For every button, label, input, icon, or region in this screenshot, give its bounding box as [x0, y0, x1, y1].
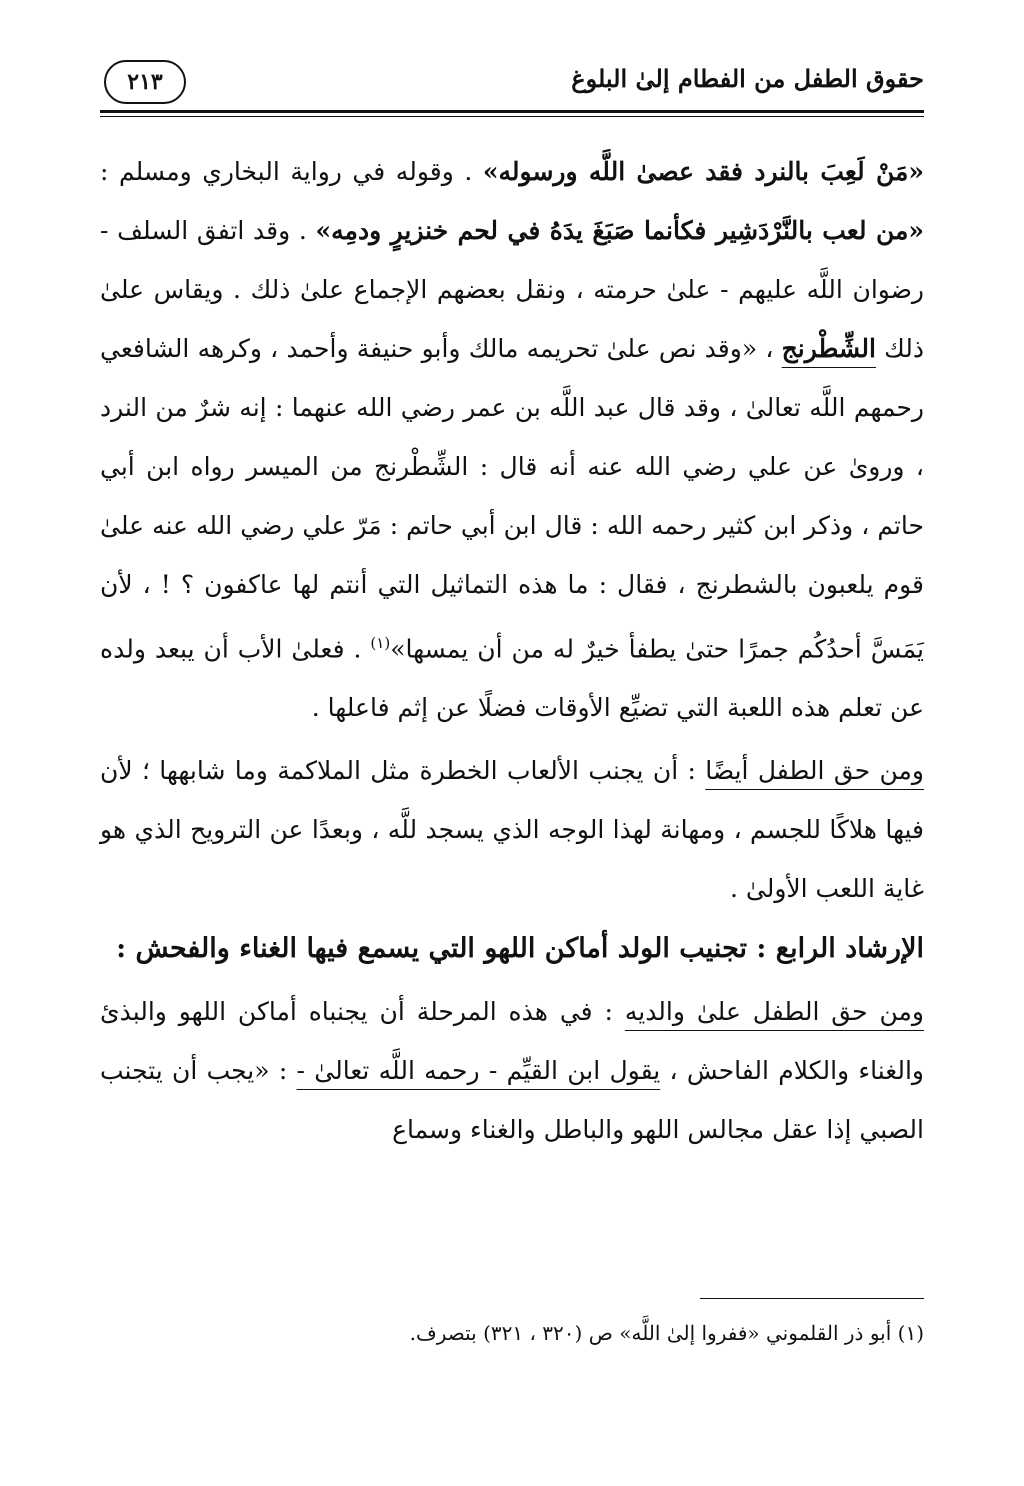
footnote-separator: [700, 1298, 924, 1299]
paragraph-lead: ومن حق الطفل أيضًا: [705, 756, 924, 786]
header-rule-thick: [100, 110, 924, 113]
section-heading: الإرشاد الرابع : تجنيب الولد أماكن اللهو التي يسمع فيها الغناء والفحش :: [116, 933, 924, 965]
hadith-quote-2: «من لعب بالنَّرْدَشِير فكأنما صَبَغَ يدَهُ في لحم خنزيرٍ ودمِه»: [315, 216, 924, 245]
footnote-reference[interactable]: (١): [370, 634, 391, 652]
paragraph-text: ، «وقد نص علىٰ تحريمه مالك وأبو حنيفة وأحمد ، وكرهه الشافعي رحمهم اللَّه تعالىٰ ، وقد قال عبد اللَّه بن عمر رضي الله عنهما : إنه شرٌ من النرد ، وروىٰ عن علي رضي الله عنه أنه قال : الشِّطْرنج من الميسر رواه ابن أبي حاتم ، وذكر ابن كثير رحمه الله : قال ابن أبي حاتم : مَرّ علي رضي الله عنه علىٰ قوم يلعبون بالشطرنج ، فقال : ما هذه التماثيل التي أنتم لها عاكفون ؟ ! ، لأن يَمَسَّ أحدُكُم جمرًا حتىٰ يطفأ خيرٌ له من أن يمسها»: [100, 334, 924, 664]
footnote: (١) أبو ذر القلموني «ففروا إلىٰ اللَّه» ص (٣٢٠ ، ٣٢١) بتصرف.: [409, 1321, 924, 1345]
ibn-qayyim-quote-intro: يقول ابن القيِّم - رحمه اللَّه تعالىٰ -: [296, 1056, 661, 1086]
page-number-badge: ٢١٣: [104, 60, 186, 104]
paragraph-text: . فعلىٰ الأب أن يبعد ولده عن تعلم هذه اللعبة التي تضيِّع الأوقات فضلًا عن إثم فاعلها .: [100, 634, 924, 723]
page-header: [100, 58, 924, 118]
running-title: حقوق الطفل من الفطام إلىٰ البلوغ: [571, 64, 924, 93]
paragraph-text: . وقد اتفق السلف - رضوان اللَّه عليهم - علىٰ حرمته ، ونقل بعضهم الإجماع علىٰ ذلك . ويقاس علىٰ ذلك: [100, 216, 924, 363]
chess-term: الشِّطْرنج: [781, 334, 876, 363]
header-rule-thin: [100, 116, 924, 117]
paragraph-avoid-places: [100, 982, 924, 1159]
paragraph-text: . وقوله في رواية البخاري ومسلم :: [100, 157, 483, 186]
paragraph-text: : في هذه المرحلة أن يجنباه أماكن اللهو والبذئ والغناء والكلام الفاحش ،: [100, 997, 925, 1086]
paragraph-text: : «يجب أن يتجنب الصبي إذا عقل مجالس اللهو والباطل والغناء وسماع: [100, 1056, 924, 1145]
paragraph-text: : أن يجنب الألعاب الخطرة مثل الملاكمة وما شابهها ؛ لأن فيها هلاكًا للجسم ، ومهانة لهذا الوجه الذي يسجد للَّه ، وبعدًا عن الترويح الذي هو غاية اللعب الأولىٰ .: [100, 756, 924, 904]
paragraph-lead: ومن حق الطفل علىٰ والديه: [624, 997, 924, 1027]
hadith-quote-1: «مَنْ لَعِبَ بالنرد فقد عصىٰ اللَّه ورسوله»: [482, 157, 924, 186]
page-body: [100, 142, 924, 1159]
paragraph-dangerous-games: [100, 741, 924, 918]
paragraph-nard-chess: [100, 142, 924, 737]
